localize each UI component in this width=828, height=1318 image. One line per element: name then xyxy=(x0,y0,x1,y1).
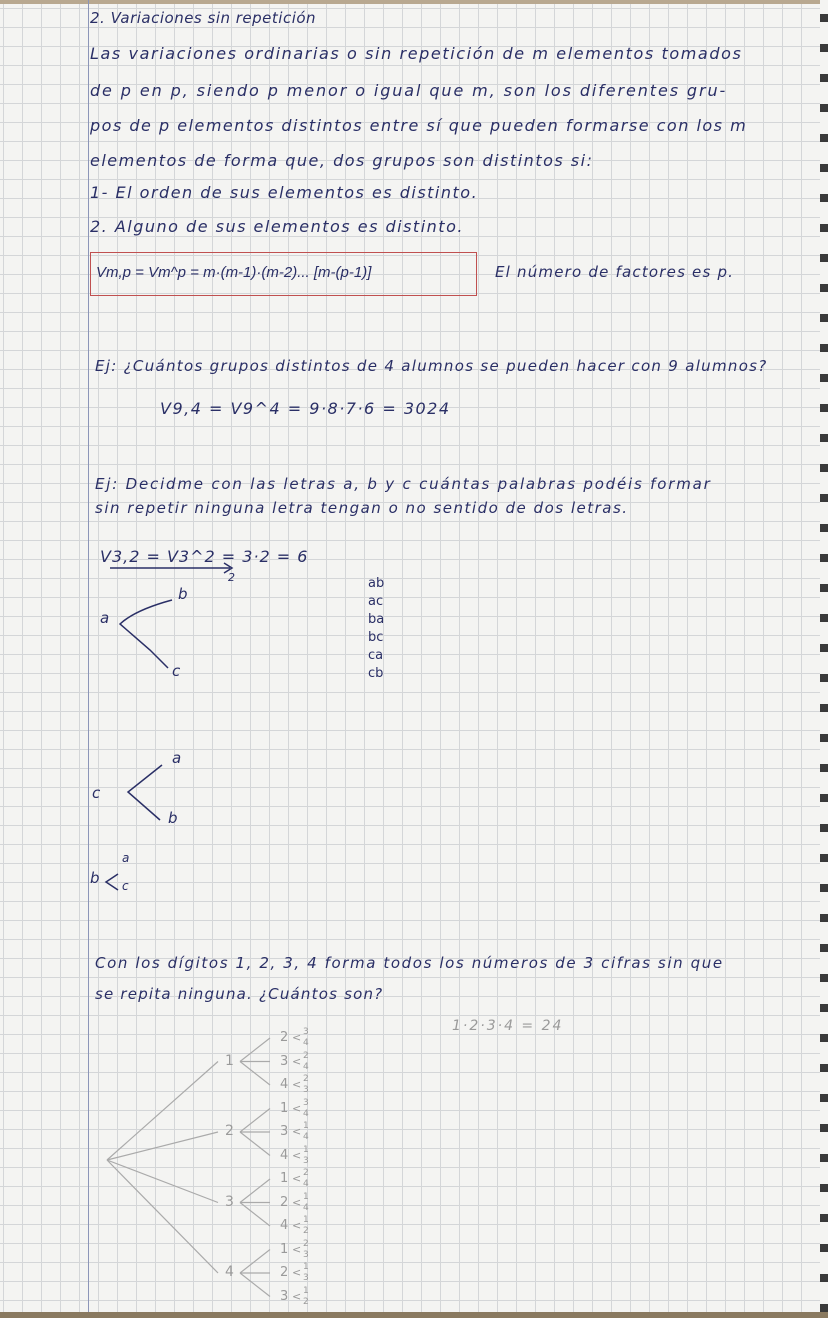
branch-a xyxy=(120,600,172,668)
tree-branch-mark: < xyxy=(292,1101,302,1115)
tree-leaf: 3 xyxy=(303,1097,310,1108)
tree-branch-mark: < xyxy=(292,1054,302,1068)
tree-node: 3 xyxy=(280,1053,289,1069)
tree-leaf: a xyxy=(172,749,182,767)
branch-c xyxy=(128,765,162,820)
word: ac xyxy=(368,594,384,609)
example2-question: Ej: Decidme con las letras a, b y c cuántas palabras podéis formar xyxy=(95,475,712,493)
tree-branch xyxy=(240,1062,270,1086)
tree-node: 4 xyxy=(280,1218,289,1233)
tree-leaf: 4 xyxy=(303,1061,310,1072)
tree-leaf: 1 xyxy=(303,1191,310,1202)
tree-leaf: 2 xyxy=(303,1074,310,1084)
tree-node: 4 xyxy=(280,1077,289,1092)
tree-branch-mark: < xyxy=(292,1078,302,1091)
tree-leaf: 3 xyxy=(303,1085,310,1095)
tree-leaf: 4 xyxy=(303,1038,310,1048)
tree-branch xyxy=(240,1179,270,1203)
tree-leaf: 4 xyxy=(303,1108,310,1119)
tree-root: b xyxy=(90,869,101,887)
tree-branch xyxy=(240,1203,270,1227)
condition-1: 1- El orden de sus elementos es distinto. xyxy=(90,183,479,202)
arrow-label: 2 xyxy=(228,571,236,584)
tree-branch xyxy=(240,1132,270,1156)
section-title: 2. Variaciones sin repetición xyxy=(90,9,317,27)
tree-leaf: 4 xyxy=(303,1179,310,1189)
tree-leaf: 3 xyxy=(303,1027,310,1037)
tree-leaf: 4 xyxy=(303,1202,310,1213)
condition-2: 2. Alguno de sus elementos es distinto. xyxy=(90,217,464,236)
example2-answer: V3,2 = V3^2 = 3·2 = 6 xyxy=(100,547,309,566)
tree-node: 4 xyxy=(280,1147,289,1163)
tree-branch xyxy=(240,1109,270,1133)
tree-branch xyxy=(107,1062,218,1161)
tree-root: a xyxy=(100,609,110,627)
tree-root: c xyxy=(92,784,101,802)
tree-leaf: c xyxy=(122,879,130,893)
tree-branch xyxy=(240,1273,270,1297)
tree-leaf: 1 xyxy=(303,1121,310,1131)
tree-node: 4 xyxy=(225,1264,235,1280)
tree-leaf: 2 xyxy=(303,1296,310,1307)
tree-leaf: 3 xyxy=(303,1155,310,1166)
tree-leaf: 3 xyxy=(303,1273,310,1283)
tree-node: 3 xyxy=(280,1288,289,1304)
word: ca xyxy=(368,648,384,663)
tree-leaf: 3 xyxy=(303,1249,310,1260)
tree-branch-mark: < xyxy=(292,1172,302,1185)
tree-branch-mark: < xyxy=(292,1195,302,1209)
tree-node: 3 xyxy=(280,1124,289,1139)
tree-node: 1 xyxy=(280,1241,289,1257)
definition-line: pos de p elementos distintos entre sí que pueden formarse con los m xyxy=(90,116,748,135)
tree-leaf: 2 xyxy=(303,1050,310,1061)
tree-branch xyxy=(107,1160,218,1273)
tree-node: 2 xyxy=(280,1194,289,1210)
tree-branch-mark: < xyxy=(292,1219,302,1232)
tree-leaf: 1 xyxy=(303,1144,310,1155)
tree-leaf: a xyxy=(122,851,130,865)
tree-leaf: 1 xyxy=(303,1215,310,1225)
tree-node: 1 xyxy=(225,1052,235,1069)
tree-branch-mark: < xyxy=(292,1125,302,1138)
tree-node: 2 xyxy=(280,1030,289,1045)
tree-leaf: 4 xyxy=(303,1132,310,1142)
tree-node: 3 xyxy=(225,1193,235,1210)
tree-node: 2 xyxy=(225,1123,235,1139)
example1-question: Ej: ¿Cuántos grupos distintos de 4 alumnos se pueden hacer con 9 alumnos? xyxy=(95,357,768,375)
example1-answer: V9,4 = V9^4 = 9·8·7·6 = 3024 xyxy=(160,399,451,418)
tree-branch xyxy=(240,1038,270,1062)
definition-line: elementos de forma que, dos grupos son distintos si: xyxy=(90,151,594,170)
tree-leaf: 2 xyxy=(303,1168,310,1178)
tree-leaf: 2 xyxy=(303,1238,310,1249)
tree-node: 1 xyxy=(280,1100,289,1116)
tree-leaf: 1 xyxy=(303,1262,310,1272)
tree-node: 1 xyxy=(280,1171,289,1186)
tree-leaf: b xyxy=(168,809,179,827)
tree-branch-mark: < xyxy=(292,1031,302,1044)
tree-branch-mark: < xyxy=(292,1289,302,1303)
tree-node: 2 xyxy=(280,1265,289,1280)
tree-branch xyxy=(107,1160,218,1203)
example3-answer: 1·2·3·4 = 24 xyxy=(452,1018,564,1034)
page-bottom-edge xyxy=(0,1312,828,1318)
example3-question: se repita ninguna. ¿Cuántos son? xyxy=(95,985,384,1003)
word: ba xyxy=(368,612,385,627)
tree-leaf: 1 xyxy=(303,1285,310,1296)
definition-line: Las variaciones ordinarias o sin repetición de m elementos tomados xyxy=(90,44,743,63)
tree-branch-mark: < xyxy=(292,1266,302,1279)
word: cb xyxy=(368,666,384,681)
tree-branch-mark: < xyxy=(292,1242,302,1256)
tree-branch xyxy=(240,1250,270,1274)
tree-leaf: b xyxy=(178,585,189,603)
example2-question: sin repetir ninguna letra tengan o no sentido de dos letras. xyxy=(95,499,629,517)
word: ab xyxy=(368,576,385,591)
example3-question: Con los dígitos 1, 2, 3, 4 forma todos los números de 3 cifras sin que xyxy=(95,954,724,972)
tree-leaf: c xyxy=(172,662,181,680)
formula-note: El número de factores es p. xyxy=(495,263,735,281)
formula: Vm,p = Vm^p = m·(m-1)·(m-2)... [m-(p-1)] xyxy=(96,264,372,281)
word: bc xyxy=(368,630,384,645)
definition-line: de p en p, siendo p menor o igual que m, son los diferentes gru- xyxy=(90,81,728,100)
tree-branch-mark: < xyxy=(292,1148,302,1162)
tree-leaf: 2 xyxy=(303,1226,310,1236)
branch-b xyxy=(106,874,118,890)
